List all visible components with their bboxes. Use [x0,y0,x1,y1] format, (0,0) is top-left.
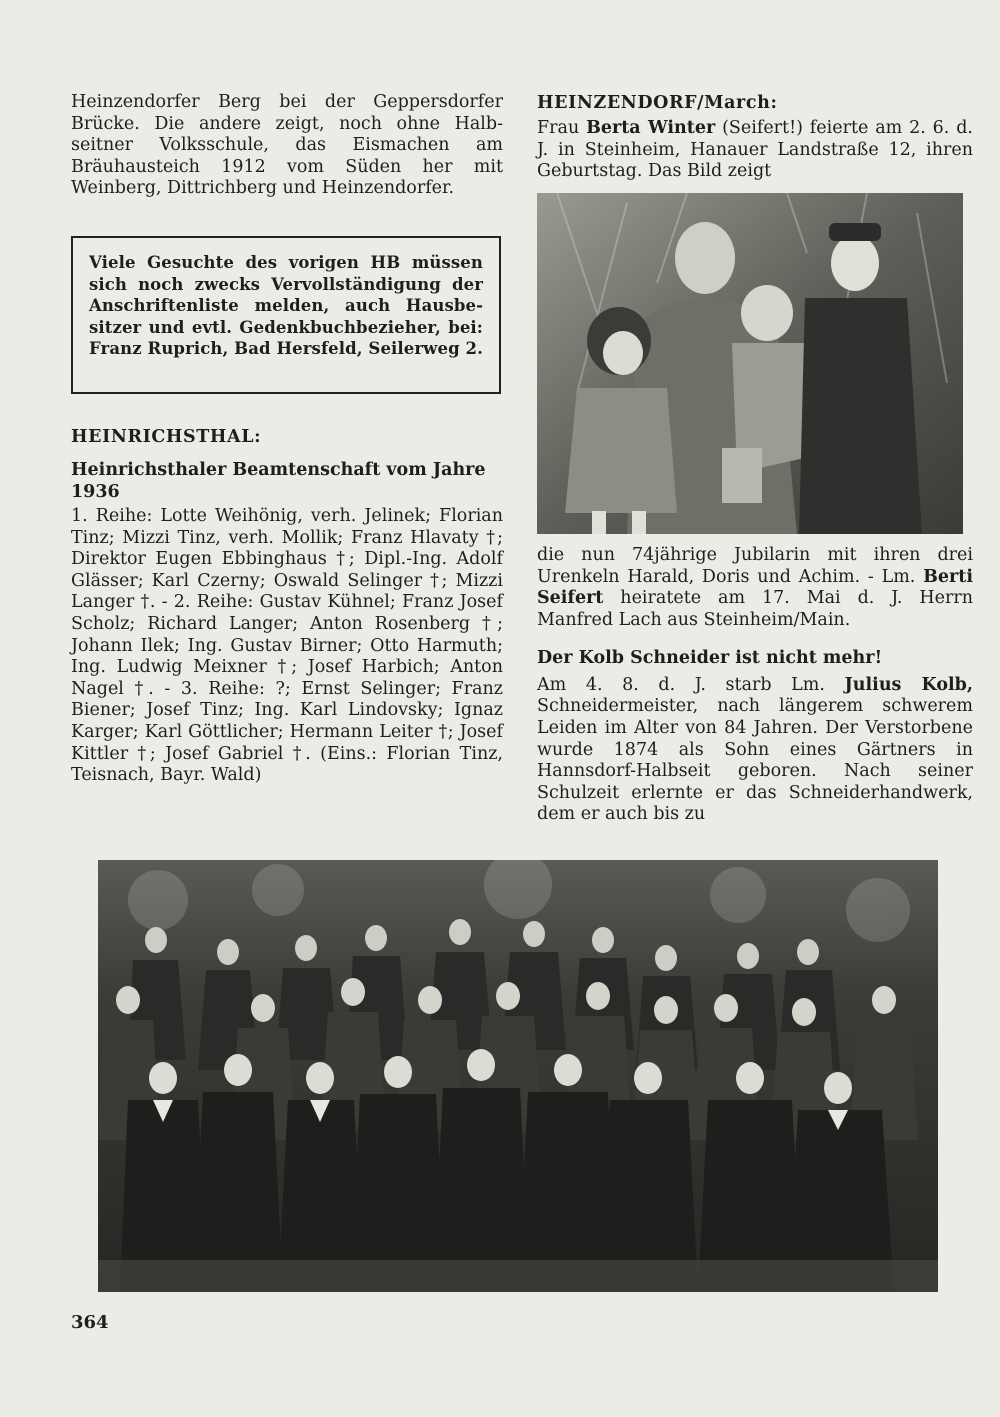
notice-text: Viele Gesuchte des vorigen HB müssen sich noch zwecks Vervollständigung der Anschriftenliste melden, auch Hausbesitzer und evtl. Gedenkbuchbezieher, bei: Franz Ruprich, Bad Hersfeld, Seilerweg 2. [89,253,483,358]
paragraph-berta-winter [537,118,973,183]
page-number: 364 [71,1312,109,1333]
notice-box [71,236,501,394]
name-julius-kolb: Julius Kolb, [844,674,973,695]
para1-rest: (Seifert!) feierte am 2. 6. d. J. in Steinheim, Hanauer Landstraße 12, ihren Geburtstag. Das Bild zeigt [537,118,973,182]
right-column-bottom [537,545,973,826]
family-photo [537,193,963,534]
body-paragraph-names: 1. Reihe: Lotte Weihönig, verh. Jelinek; Florian Tinz; Mizzi Tinz, verh. Mollik; Franz Hlavaty †; Direktor Eugen Ebbinghaus †; Dipl.-Ing. Adolf Glässer; Karl Czerny; Oswald Selinger †; Mizzi Langer †. - 2. Reihe: Gustav Kühnel; Franz Josef Scholz; Richard Langer; Anton Rosenberg †; Johann Ilek; Ing. Gustav Birner; Otto Harmuth; Ing. Ludwig Meixner †; Josef Harbich; Anton Nagel †. - 3. Reihe: ?; Ernst Selinger; Franz Biener; Josef Tinz; Ing. Karl Lindovsky; Ignaz Karger; Karl Göttlicher; Hermann Leiter †; Josef Kittler †; Josef Gabriel †. (Eins.: Florian Tinz, Teisnach, Bayr. Wald) [71,506,503,786]
left-column [71,92,503,200]
para3-rest: Schneidermeister, nach längerem schwerem Leiden im Alter von 84 Jahren. Der Verstorbene wurde 1874 als Sohn eines Gärtners in Hannsdorf-Halbseit geboren. Nach seiner Schulzeit erlernte er das Schneiderhandwerk, dem er auch bis zu [537,696,973,825]
group-photo [98,860,938,1292]
name-berti-seifert: Berti Seifert [537,566,973,609]
para1-prefix: Frau [537,118,587,138]
name-berta-winter: Berta Winter [586,118,716,138]
family-photo-image [537,193,963,534]
right-column-top [537,92,973,183]
intro-paragraph: Heinzendorfer Berg bei der Geppersdorfer Brücke. Die andere zeigt, noch ohne Halbseitner Volksschule, das Eismachen am Bräuhausteich 1912 vom Süden her mit Weinberg, Dittrichberg und Heinzendorfer. [71,92,503,199]
para3-prefix: Am 4. 8. d. J. starb Lm. [537,674,845,695]
subheading-beamtenschaft: Heinrichsthaler Beamtenschaft vom Jahre 1936 [71,460,486,502]
paragraph-jubilarin [537,545,973,631]
subheading-kolb-schneider: Der Kolb Schneider ist nicht mehr! [537,648,883,669]
section-heading-heinzendorf: HEINZENDORF/March: [537,93,778,113]
para2-prefix: die nun 74jährige Jubilarin mit ihren drei Urenkeln Harald, Doris und Achim. - Lm. [537,545,973,587]
section-heading-heinrichsthal: HEINRICHSTHAL: [71,427,262,447]
paragraph-julius-kolb [537,675,973,826]
group-photo-image [98,860,938,1292]
heinrichsthal-section [71,426,503,787]
para2-rest: heiratete am 17. Mai d. J. Herrn Manfred Lach aus Steinheim/Main. [537,588,973,630]
